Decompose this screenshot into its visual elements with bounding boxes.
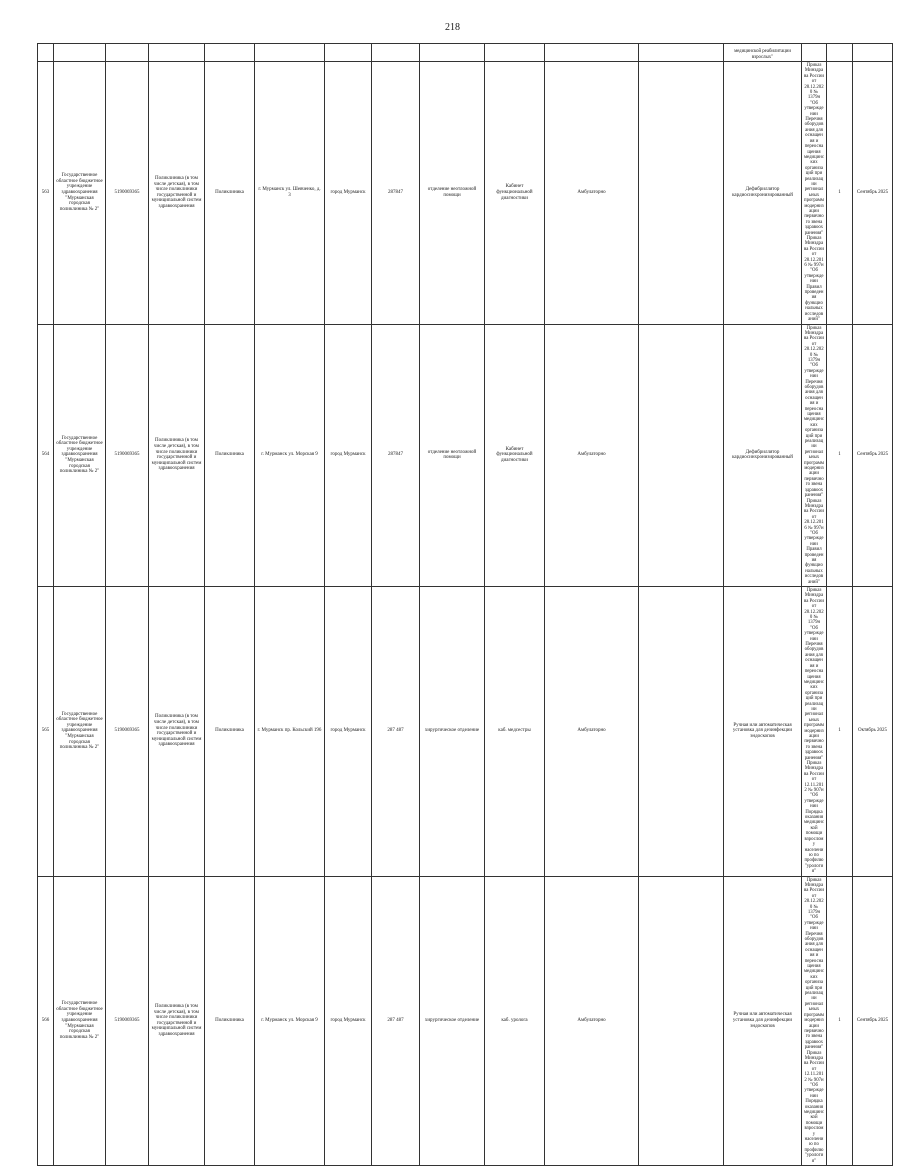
- regulation-cell: Приказ Минздрава России от 28.12.2020 № 1379н "Об утверждении Перечня оборудования для оснащения и переоснащения медицинских организаций при реализации региональных программ модернизации первичного звена здравоохранения" Приказ Минздрава России от 12.11.2012 № 907н "Об утверждении Порядка оказания медицинской помощи взрослому населению по профилю "урология": [802, 876, 827, 1166]
- equipment-cell: Дефибриллятор кардиосинхронизированный: [724, 62, 802, 325]
- quantity-cell: 1: [827, 587, 853, 877]
- organization-cell: Государственное областное бюджетное учреждение здравоохранения "Мурманская городская поликлиника № 2": [54, 876, 106, 1166]
- department-type-cell: Поликлиника (в том числе детская), в том числе поликлиники государственной и муниципальной систем здравоохранения: [149, 876, 205, 1166]
- regulation-cell: Приказ Минздрава России от 28.12.2020 № 1379н "Об утверждении Перечня оборудования для оснащения и переоснащения медицинских организаций при реализации региональных программ модернизации первичного звена здравоохранения" Приказ Минздрава России от 28.12.2016 № 997н "Об утверждении Правил проведения функциональных исследований": [802, 62, 827, 325]
- date-cell: Сентябрь 2025: [853, 876, 893, 1166]
- date-cell: Сентябрь 2025: [853, 324, 893, 587]
- city-cell: город Мурманск: [325, 62, 372, 325]
- address-cell: г. Мурманск ул. Шевченко, д. 3: [255, 62, 325, 325]
- regulation-cell: Приказ Минздрава России от 28.12.2020 № 1379н "Об утверждении Перечня оборудования для оснащения и переоснащения медицинских организаций при реализации региональных программ модернизации первичного звена здравоохранения" Приказ Минздрава России от 28.12.2016 № 997н "Об утверждении Правил проведения функциональных исследований": [802, 324, 827, 587]
- department-type-cell: Поликлиника (в том числе детская), в том числе поликлиники государственной и муниципальной систем здравоохранения: [149, 587, 205, 877]
- blank-cell: [639, 876, 724, 1166]
- department-cell: Поликлиника: [205, 876, 255, 1166]
- date-cell: Сентябрь 2025: [853, 62, 893, 325]
- table-row-continued: [38, 44, 893, 62]
- blank-cell: [639, 587, 724, 877]
- code-cell: 287 487: [372, 876, 420, 1166]
- row-number: 563: [38, 62, 54, 325]
- inn-cell: 5190069365: [106, 587, 149, 877]
- department-type-cell: Поликлиника (в том числе детская), в том числе поликлиники государственной и муниципальной систем здравоохранения: [149, 62, 205, 325]
- care-type-cell: Амбулаторно: [545, 876, 639, 1166]
- table-row: [38, 62, 893, 325]
- city-cell: город Мурманск: [325, 324, 372, 587]
- equipment-cell: Дефибриллятор кардиосинхронизированный: [724, 324, 802, 587]
- blank-cell: [639, 324, 724, 587]
- department-type-cell: Поликлиника (в том числе детская), в том числе поликлиники государственной и муниципальной систем здравоохранения: [149, 324, 205, 587]
- code-cell: 287847: [372, 62, 420, 325]
- city-cell: город Мурманск: [325, 587, 372, 877]
- city-cell: город Мурманск: [325, 876, 372, 1166]
- quantity-cell: 1: [827, 62, 853, 325]
- department-cell: Поликлиника: [205, 587, 255, 877]
- organization-cell: Государственное областное бюджетное учреждение здравоохранения "Мурманская городская поликлиника № 2": [54, 62, 106, 325]
- room-cell: каб. уролога: [485, 876, 545, 1166]
- inn-cell: 5190069365: [106, 62, 149, 325]
- address-cell: г. Мурманск ул. Морская 9: [255, 324, 325, 587]
- quantity-cell: 1: [827, 324, 853, 587]
- regulation-cell: Приказ Минздрава России от 28.12.2020 № 1379н "Об утверждении Перечня оборудования для оснащения и переоснащения медицинских организаций при реализации региональных программ модернизации первичного звена здравоохранения" Приказ Минздрава России от 12.11.2012 № 907н "Об утверждении Порядка оказания медицинской помощи взрослому населению по профилю "урология": [802, 587, 827, 877]
- quantity-cell: 1: [827, 876, 853, 1166]
- room-cell: каб. медсестры: [485, 587, 545, 877]
- organization-cell: Государственное областное бюджетное учреждение здравоохранения "Мурманская городская поликлиника № 2": [54, 587, 106, 877]
- equipment-cell: Ручная или автоматическая установка для дезинфекции эндоскопов: [724, 587, 802, 877]
- date-cell: Октябрь 2025: [853, 587, 893, 877]
- room-cell: Кабинет функциональной диагностики: [485, 324, 545, 587]
- table-row: [38, 587, 893, 877]
- equipment-table: [37, 43, 893, 1166]
- room-cell: Кабинет функциональной диагностики: [485, 62, 545, 325]
- unit-cell: отделение неотложной помощи: [420, 62, 485, 325]
- care-type-cell: Амбулаторно: [545, 62, 639, 325]
- blank-cell: [639, 62, 724, 325]
- continued-doc-cell: медицинской реабилитации взрослых": [724, 44, 802, 62]
- row-number: 566: [38, 876, 54, 1166]
- department-cell: Поликлиника: [205, 324, 255, 587]
- care-type-cell: Амбулаторно: [545, 324, 639, 587]
- code-cell: 287847: [372, 324, 420, 587]
- department-cell: Поликлиника: [205, 62, 255, 325]
- code-cell: 287 487: [372, 587, 420, 877]
- inn-cell: 5190069365: [106, 876, 149, 1166]
- table-row: [38, 876, 893, 1166]
- inn-cell: 5190069365: [106, 324, 149, 587]
- row-number: 565: [38, 587, 54, 877]
- table-row: [38, 324, 893, 587]
- address-cell: г. Мурманск ул. Морская 9: [255, 876, 325, 1166]
- page-number: 218: [445, 22, 460, 33]
- care-type-cell: Амбулаторно: [545, 587, 639, 877]
- unit-cell: хирургическое отделение: [420, 587, 485, 877]
- organization-cell: Государственное областное бюджетное учреждение здравоохранения "Мурманская городская поликлиника № 2": [54, 324, 106, 587]
- row-number: 564: [38, 324, 54, 587]
- address-cell: г. Мурманск пр. Кольский 196: [255, 587, 325, 877]
- equipment-cell: Ручная или автоматическая установка для дезинфекции эндоскопов: [724, 876, 802, 1166]
- unit-cell: отделение неотложной помощи: [420, 324, 485, 587]
- unit-cell: хирургическое отделение: [420, 876, 485, 1166]
